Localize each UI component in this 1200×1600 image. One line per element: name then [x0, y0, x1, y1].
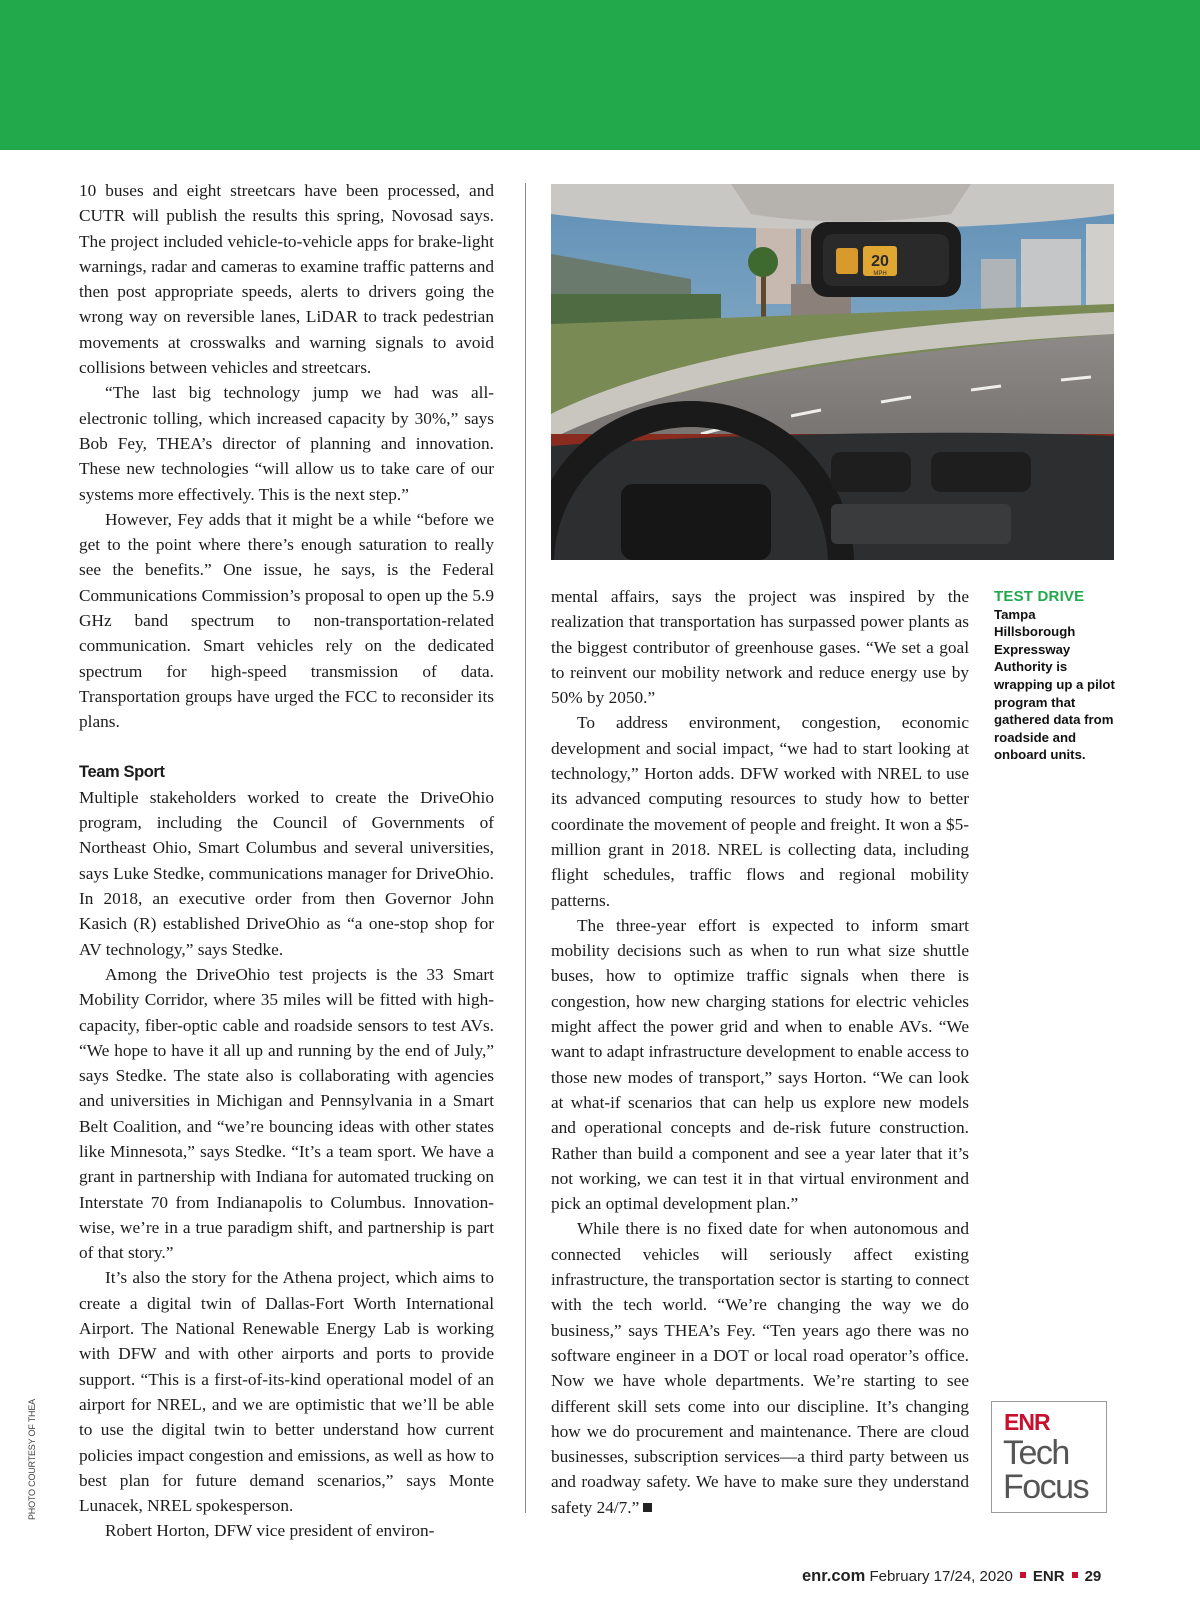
paragraph: However, Fey adds that it might be a while “before we get to the point where there’s enough saturation to really see the benefits.” One issue, he says, is the Federal Communications Commission’s proposal to open up the 5.9 GHz band spectrum to non-transportation-related communication. Smart vehicles rely on the dedicated spectrum for high-speed transmission of data. Transportation groups have urged the FCC to reconsider its plans. [79, 509, 494, 732]
paragraph: mental affairs, says the project was inspired by the realization that transportation has surpassed power plants as the biggest contributor of greenhouse gases. “We set a goal to reinvent our mobility network and reduce energy use by 50% by 2050.” [551, 587, 969, 708]
paragraph: It’s also the story for the Athena project, which aims to create a digital twin of Dallas-Fort Worth International Airport. The National Renewable Energy Lab is working with DFW and with other airports and ports to provide support. “This is a first-of-its-kind operational model of an airport for NREL, and we are optimistic that we’ll be able to use the digital twin to better understand how current policies impact congestion and emissions, as well as how to best plan for future demand scenarios,” says Monte Lunacek, NREL spokesperson. [79, 1268, 494, 1516]
badge-line-1: Tech [1003, 1434, 1069, 1472]
caption-text: Tampa Hillsborough Expressway Authority is wrapping up a pilot program that gathered data from roadside and onboard units. [994, 606, 1115, 763]
header-color-band [0, 0, 1200, 150]
badge-brand: ENR [1004, 1409, 1050, 1435]
paragraph: 10 buses and eight streetcars have been processed, and CUTR will publish the results this spring, Novosad says. The project included vehicle-to-vehicle apps for brake-light warnings, radar and cameras to examine traffic patterns and then post appropriate speeds, alerts to drivers going the wrong way on reversible lanes, LiDAR to track pedestrian movements at crosswalks and warning signals to avoid collisions between vehicles and streetcars. [79, 181, 494, 378]
left-column [79, 178, 494, 1544]
paragraph [551, 1216, 969, 1520]
photo-credit: PHOTO COURTESY OF THEA [27, 1399, 37, 1520]
end-mark-icon [643, 1503, 652, 1512]
separator-square-icon [1020, 1572, 1026, 1578]
section-subhead: Team Sport [79, 762, 165, 781]
mirror-speed-value: 20 [871, 253, 889, 270]
footer-date: February 17/24, 2020 [869, 1568, 1013, 1585]
right-column [551, 584, 969, 1520]
column-divider [525, 183, 526, 1513]
paragraph: Robert Horton, DFW vice president of environ- [105, 1521, 435, 1541]
tech-focus-badge [991, 1401, 1107, 1513]
page-footer [802, 1567, 1122, 1586]
caption-title: TEST DRIVE [994, 588, 1085, 605]
page-number: 29 [1084, 1568, 1102, 1585]
paragraph: Among the DriveOhio test projects is the 33 Smart Mobility Corridor, where 35 miles will be fitted with high-capacity, fiber-optic cable and roadside sensors to test AVs. “We hope to have it all up and running by the end of July,” says Stedke. The state also is collaborating with agencies and universities in Michigan and Pennsylvania in a Smart Belt Coalition, and “we’re bouncing ideas with other states like Minnesota,” says Stedke. “It’s a team sport. We have a grant in partnership with Indiana for automated trucking on Interstate 70 from Indianapolis to Columbus. Innovation-wise, we’re in a true paradigm shift, and partnership is part of that story.” [79, 964, 494, 1263]
paragraph: “The last big technology jump we had was all-electronic tolling, which increased capacity by 30%,” says Bob Fey, THEA’s director of planning and innovation. These new technologies “will allow us to take care of our systems more effectively. This is the next step.” [79, 383, 494, 504]
mirror-speed-unit: MPH [873, 271, 887, 277]
paragraph: Multiple stakeholders worked to create the DriveOhio program, including the Council of Governments of Northeast Ohio, Smart Columbus and several universities, says Luke Stedke, communications manager for DriveOhio. In 2018, an executive order from then Governor John Kasich (R) established DriveOhio as “a one-stop shop for AV technology,” says Stedke. [79, 787, 494, 959]
paragraph: The three-year effort is expected to inform smart mobility decisions such as when to run what size shuttle buses, how to optimize traffic signals when there is congestion, how new charging stations for electric vehicles might affect the power grid and when to enable AVs. “We want to adapt infrastructure development to enable access to those new modes of transport,” says Horton. “We can look at what-if scenarios that can help us explore new models and operational concepts and de-risk future construction. Rather than build a component and see a year later that it’s not working, we can test it in that virtual environment and pick an optimal development plan.” [551, 915, 969, 1214]
footer-brand: ENR [1032, 1568, 1065, 1585]
badge-line-2: Focus [1003, 1468, 1089, 1506]
dashboard-photo [551, 184, 1114, 560]
paragraph: To address environment, congestion, economic development and social impact, “we had to start looking at technology,” Horton adds. DFW worked with NREL to use its advanced computing resources to study how to better coordinate the movement of people and freight. It won a $5-million grant in 2018. NREL is collecting data, including flight schedules, traffic flows and regional mobility patterns. [551, 713, 969, 910]
photo-caption [994, 588, 1119, 764]
separator-square-icon [1072, 1572, 1078, 1578]
footer-site: enr.com [802, 1567, 866, 1585]
closing-paragraph-text: While there is no fixed date for when autonomous and connected vehicles will seriously affect existing infrastructure, the transportation sector is starting to connect with the tech world. “We’re changing the way we do business,” says THEA’s Fey. “Ten years ago there was no software engineer in a DOT or local road operator’s office. Now we have whole departments. We’re starting to see different skill sets come into our discipline. It’s changing how we do procurement and maintenance. There are cloud businesses, subscription services—a third party between us and roadway safety. We have to make sure they understand safety 24/7.” [551, 1219, 969, 1517]
